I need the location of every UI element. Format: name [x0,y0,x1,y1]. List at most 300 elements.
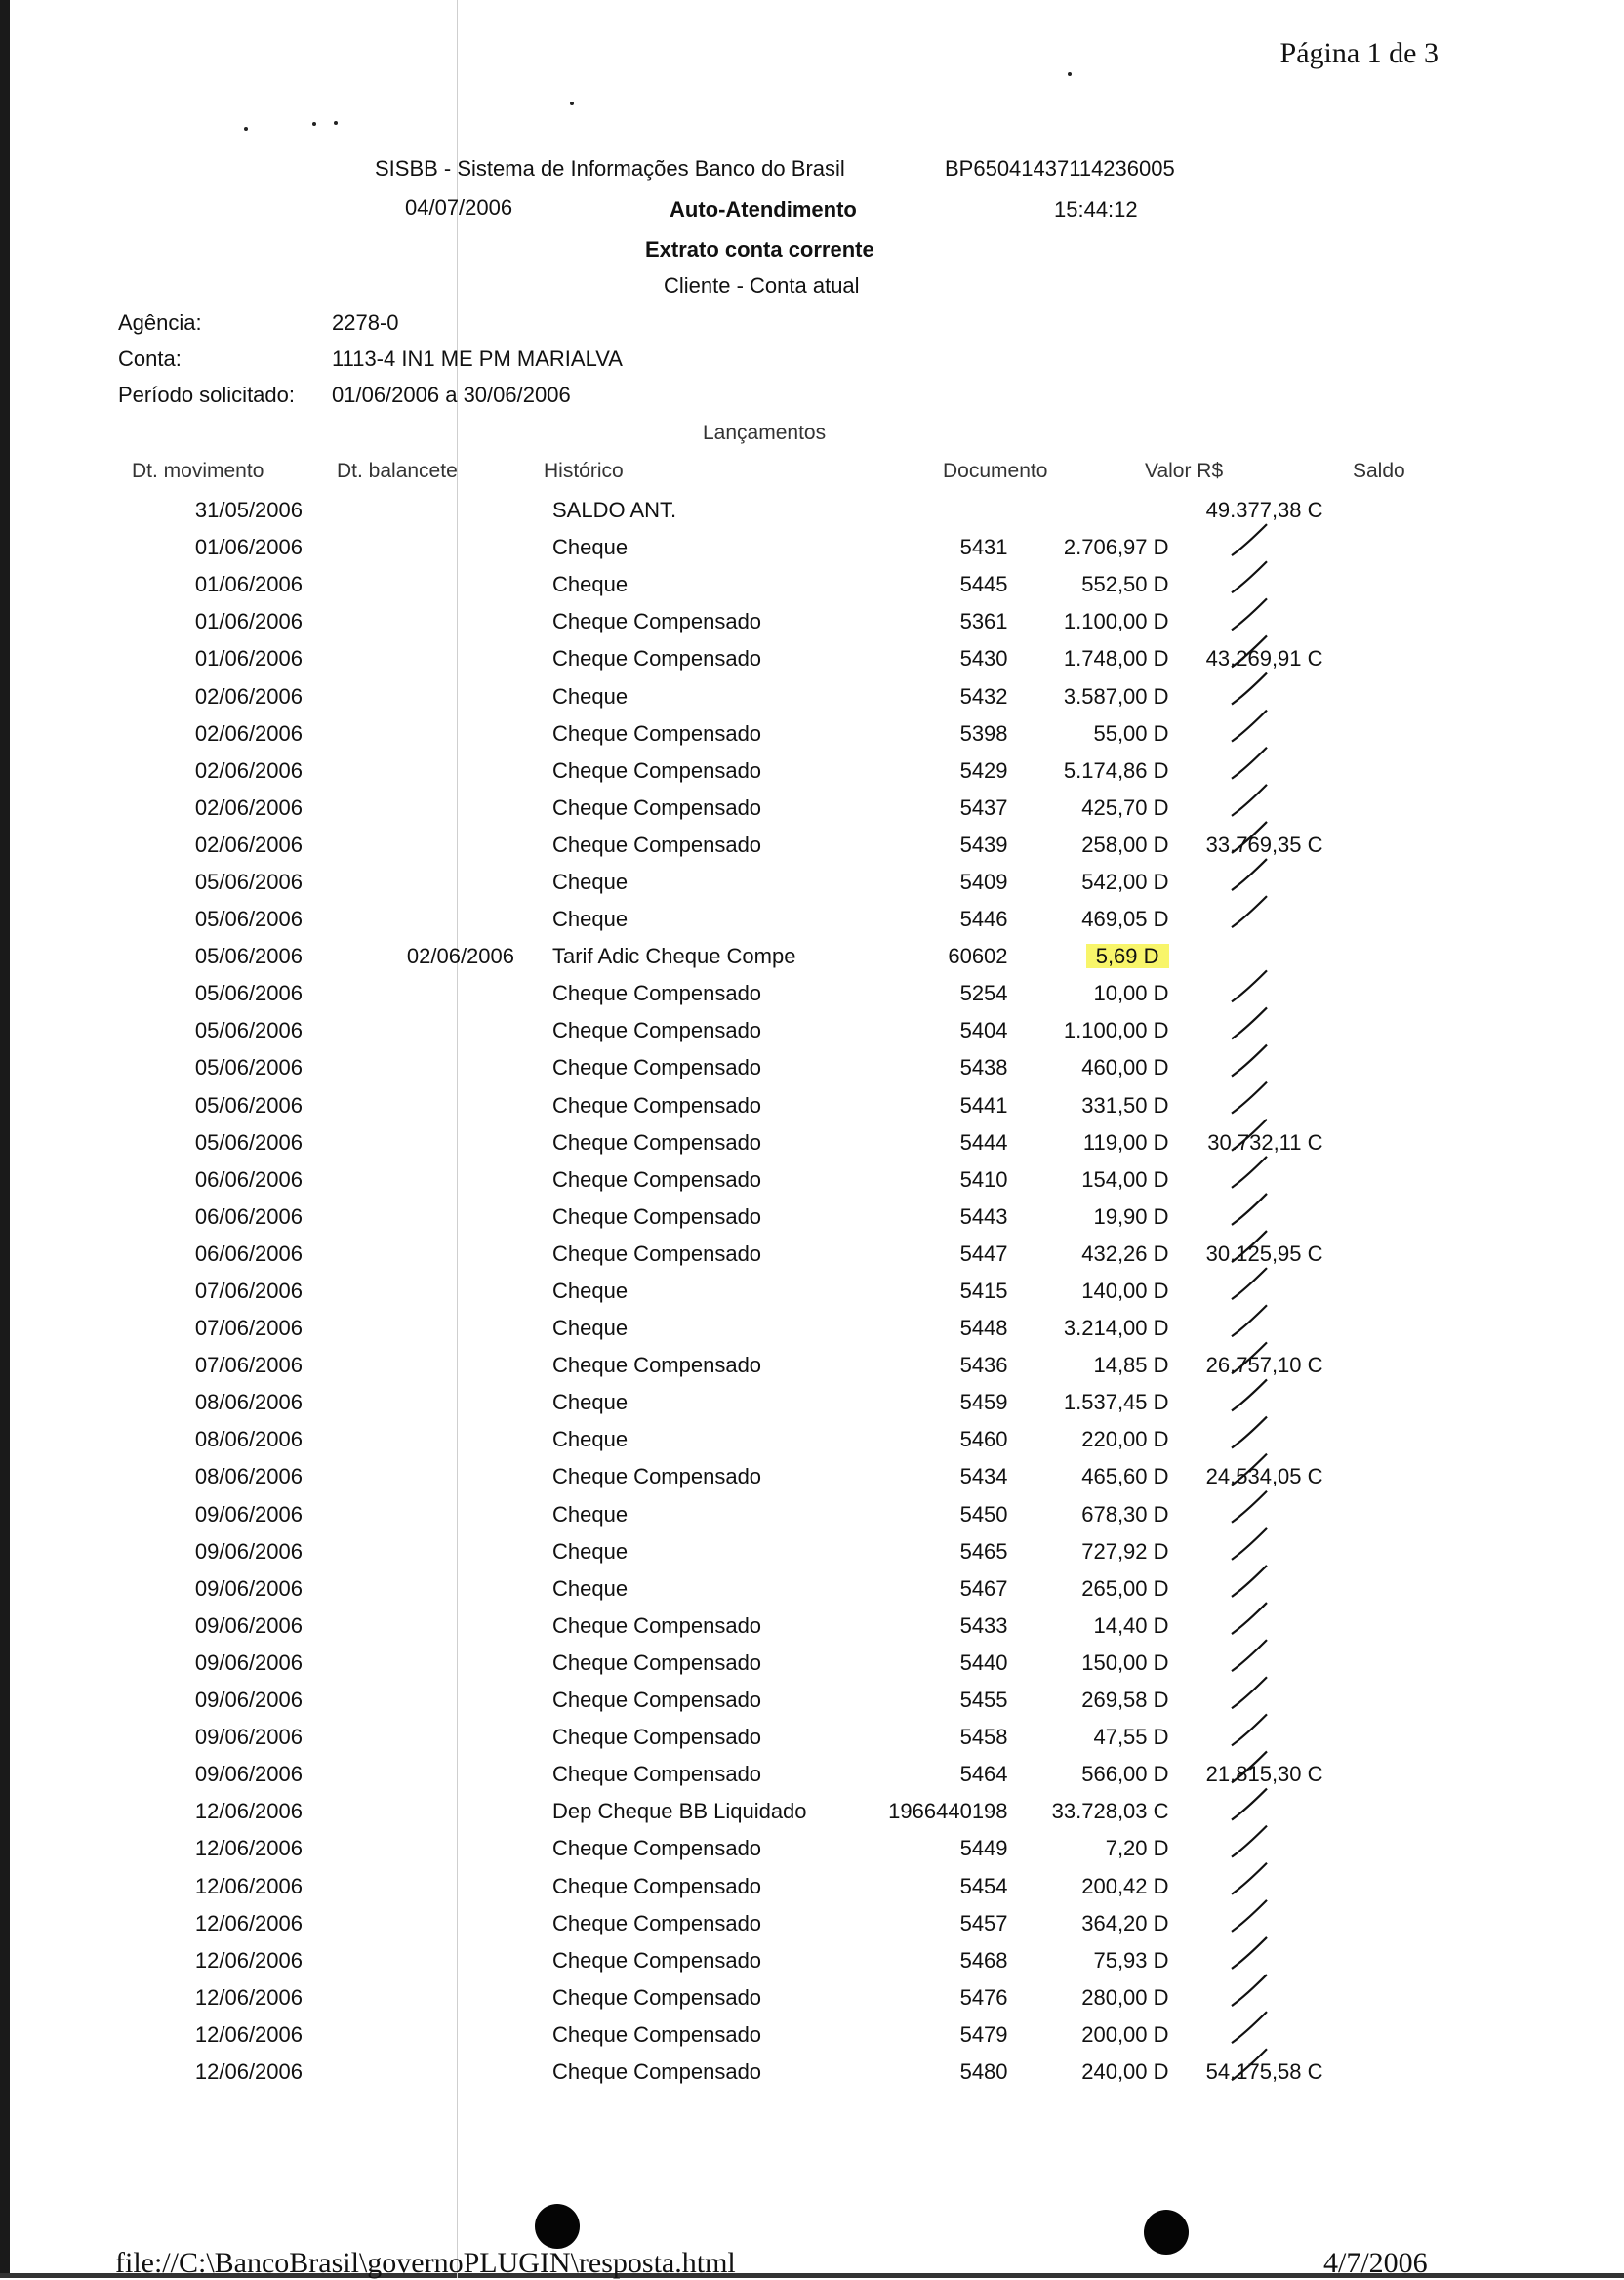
footer-date: 4/7/2006 [1323,2247,1428,2279]
row-historico: Cheque [552,907,629,932]
row-dt-balancete [303,1905,514,1942]
page-number: Página 1 de 3 [1279,37,1439,69]
row-valor: 566,00 D [1081,1762,1169,1787]
row-valor: 3.587,00 D [1063,683,1169,709]
table-row [107,901,1323,938]
row-valor: 5.174,86 D [1063,757,1169,783]
row-saldo [1169,1310,1323,1347]
row-documento: 5439 [959,832,1008,857]
row-documento: 5445 [959,572,1008,597]
row-saldo [1169,1942,1323,1979]
row-documento: 5449 [959,1836,1008,1861]
row-dt-balancete [303,1793,514,1830]
table-row [107,1645,1323,1682]
row-saldo [1169,715,1323,753]
table-row [107,1608,1323,1645]
row-dt-movimento: 09/06/2006 [194,1538,303,1564]
row-documento: 5476 [959,1984,1008,2010]
row-documento: 5409 [959,869,1008,894]
row-saldo [1169,1867,1323,1904]
row-dt-balancete [303,640,514,677]
periodo-value: 01/06/2006 a 30/06/2006 [332,383,571,407]
row-valor: 2.706,97 D [1063,535,1169,560]
row-dt-balancete [303,1236,514,1273]
row-documento: 5431 [959,535,1008,560]
row-dt-balancete [303,1645,514,1682]
table-row [107,1236,1323,1273]
table-row [107,529,1323,566]
row-dt-movimento: 12/06/2006 [194,1910,303,1935]
row-saldo [1169,603,1323,640]
transactions-table [107,492,1323,2091]
row-dt-balancete [303,1496,514,1533]
table-row [107,1979,1323,2016]
system-name: SISBB - Sistema de Informações Banco do Brasil [375,156,845,181]
row-valor: 220,00 D [1081,1427,1169,1452]
row-dt-balancete [303,1384,514,1421]
row-valor: 55,00 D [1093,720,1169,746]
row-dt-movimento: 05/06/2006 [194,944,303,969]
row-dt-balancete [303,715,514,753]
row-dt-balancete [303,1942,514,1979]
row-dt-balancete [303,1421,514,1458]
row-historico: Cheque Compensado [552,757,762,783]
row-dt-balancete [303,1458,514,1495]
table-row [107,1793,1323,1830]
row-valor: 469,05 D [1081,907,1169,932]
row-dt-balancete [303,827,514,864]
row-historico: Cheque Compensado [552,2021,762,2047]
row-saldo [1169,566,1323,603]
conta-label: Conta: [118,346,182,371]
row-historico: Cheque Compensado [552,1984,762,2010]
row-documento: 5437 [959,794,1008,820]
table-row [107,1012,1323,1049]
row-dt-movimento: 02/06/2006 [194,794,303,820]
row-valor: 19,90 D [1093,1203,1169,1229]
row-documento: 5436 [959,1353,1008,1378]
table-row [107,1421,1323,1458]
col-header-valor: Valor R$ [1145,460,1224,482]
row-documento: 60602 [948,944,1008,969]
table-row [107,1087,1323,1124]
row-dt-balancete [303,1867,514,1904]
table-row [107,1570,1323,1608]
row-saldo [1169,1012,1323,1049]
row-documento: 5455 [959,1688,1008,1713]
row-dt-movimento: 07/06/2006 [194,1316,303,1341]
highlighted-value: 5,69 D [1086,944,1169,968]
row-saldo [1169,529,1323,566]
row-saldo [1169,1199,1323,1236]
row-dt-movimento: 05/06/2006 [194,1129,303,1155]
row-dt-movimento: 12/06/2006 [194,1836,303,1861]
row-historico: Cheque Compensado [552,1688,762,1713]
row-valor: 265,00 D [1081,1575,1169,1601]
row-historico: Cheque Compensado [552,1612,762,1638]
table-row [107,1049,1323,1086]
row-dt-balancete [303,1830,514,1867]
table-row [107,566,1323,603]
row-dt-movimento: 09/06/2006 [194,1649,303,1675]
report-code: BP65041437114236005 [945,156,1175,181]
row-historico: Cheque Compensado [552,1055,762,1080]
col-header-saldo: Saldo [1353,460,1405,482]
row-dt-balancete [303,566,514,603]
row-dt-balancete [303,1161,514,1199]
col-header-historico: Histórico [544,460,624,482]
row-historico: Cheque Compensado [552,720,762,746]
row-dt-movimento: 05/06/2006 [194,907,303,932]
row-dt-balancete [303,1199,514,1236]
service-mode: Auto-Atendimento [670,197,857,222]
table-row [107,1199,1323,1236]
row-saldo [1169,1273,1323,1310]
row-dt-movimento: 09/06/2006 [194,1762,303,1787]
row-dt-movimento: 06/06/2006 [194,1203,303,1229]
row-saldo [1169,1645,1323,1682]
row-historico: Cheque [552,535,629,560]
row-saldo [1169,790,1323,827]
row-dt-movimento: 09/06/2006 [194,1501,303,1527]
row-dt-movimento: 12/06/2006 [194,1799,303,1824]
row-dt-movimento: 05/06/2006 [194,1018,303,1043]
row-valor: 280,00 D [1081,1984,1169,2010]
row-dt-movimento: 02/06/2006 [194,683,303,709]
row-historico: Tarif Adic Cheque Compe [552,944,796,969]
row-documento: 5434 [959,1464,1008,1489]
row-saldo [1169,1979,1323,2016]
row-dt-balancete [303,2054,514,2091]
row-documento: 5480 [959,2058,1008,2084]
row-dt-balancete [303,864,514,901]
row-dt-movimento: 05/06/2006 [194,1055,303,1080]
row-dt-balancete [303,1087,514,1124]
row-historico: Cheque Compensado [552,2058,762,2084]
row-saldo [1169,975,1323,1012]
row-historico: Dep Cheque BB Liquidado [552,1799,807,1824]
scan-left-edge [0,0,10,2278]
row-saldo: 33.769,35 C [1205,832,1323,857]
row-documento: 5446 [959,907,1008,932]
footer-file-path: file://C:\BancoBrasil\governoPLUGIN\resposta.html [115,2247,736,2279]
row-saldo [1169,1533,1323,1570]
table-row [107,2054,1323,2091]
row-saldo [1169,1608,1323,1645]
scan-speck [334,121,338,125]
row-documento: 5454 [959,1873,1008,1898]
row-valor: 1.748,00 D [1063,646,1169,672]
table-row [107,1496,1323,1533]
row-dt-movimento: 08/06/2006 [194,1427,303,1452]
row-documento: 5438 [959,1055,1008,1080]
row-valor: 200,00 D [1081,2021,1169,2047]
row-documento: 5479 [959,2021,1008,2047]
row-saldo [1169,1905,1323,1942]
row-saldo [1169,1496,1323,1533]
table-row [107,1719,1323,1756]
row-documento: 5433 [959,1612,1008,1638]
row-historico: Cheque Compensado [552,1836,762,1861]
row-valor: 465,60 D [1081,1464,1169,1489]
row-valor: 154,00 D [1081,1166,1169,1192]
row-documento: 5464 [959,1762,1008,1787]
row-documento: 5429 [959,757,1008,783]
row-dt-balancete: 02/06/2006 [406,944,514,969]
agencia-value: 2278-0 [332,310,399,335]
row-historico: Cheque [552,1575,629,1601]
row-dt-balancete [303,1719,514,1756]
row-dt-movimento: 08/06/2006 [194,1464,303,1489]
table-row [107,864,1323,901]
row-valor: 269,58 D [1081,1688,1169,1713]
row-historico: Cheque Compensado [552,1203,762,1229]
scan-speck [570,102,574,105]
row-saldo [1169,1682,1323,1719]
table-row [107,938,1323,975]
row-valor: 7,20 D [1105,1836,1169,1861]
row-valor [1008,938,1169,975]
row-dt-balancete [303,1049,514,1086]
row-documento: 5468 [959,1947,1008,1973]
row-dt-movimento: 31/05/2006 [194,498,303,523]
row-historico: Cheque [552,1427,629,1452]
row-documento: 5441 [959,1092,1008,1118]
row-saldo: 24.534,05 C [1205,1464,1323,1489]
table-row [107,1756,1323,1793]
table-row [107,1942,1323,1979]
row-documento: 5458 [959,1725,1008,1750]
row-saldo [1169,1161,1323,1199]
row-saldo: 21.815,30 C [1205,1762,1323,1787]
row-saldo: 26.757,10 C [1205,1353,1323,1378]
row-valor: 47,55 D [1093,1725,1169,1750]
table-row [107,1161,1323,1199]
row-dt-balancete [303,529,514,566]
row-saldo [1169,1384,1323,1421]
row-historico: Cheque Compensado [552,1873,762,1898]
scan-speck [1068,72,1072,76]
col-header-dt-movimento: Dt. movimento [132,460,264,482]
row-documento: 5460 [959,1427,1008,1452]
row-dt-balancete [303,1608,514,1645]
row-historico: Cheque Compensado [552,609,762,634]
row-dt-balancete [303,1012,514,1049]
row-dt-balancete [303,1310,514,1347]
scan-speck [312,122,316,126]
row-historico: Cheque [552,683,629,709]
report-title: Extrato conta corrente [645,237,874,262]
row-dt-balancete [303,492,514,529]
table-row [107,753,1323,790]
row-documento: 5465 [959,1538,1008,1564]
conta-value: 1113-4 IN1 ME PM MARIALVA [332,346,623,371]
row-documento: 5361 [959,609,1008,634]
report-date: 04/07/2006 [405,195,513,220]
row-saldo [1169,1049,1323,1086]
table-row [107,1384,1323,1421]
row-dt-movimento: 12/06/2006 [194,2058,303,2084]
table-row [107,603,1323,640]
row-valor: 432,26 D [1081,1241,1169,1266]
row-historico: Cheque [552,1316,629,1341]
row-dt-balancete [303,603,514,640]
row-dt-balancete [303,790,514,827]
row-dt-movimento: 12/06/2006 [194,1984,303,2010]
row-documento: 5447 [959,1241,1008,1266]
row-valor: 678,30 D [1081,1501,1169,1527]
row-saldo [1169,938,1323,975]
row-dt-movimento: 09/06/2006 [194,1575,303,1601]
row-valor: 10,00 D [1093,981,1169,1006]
table-row [107,827,1323,864]
row-valor: 552,50 D [1081,572,1169,597]
row-valor: 150,00 D [1081,1649,1169,1675]
row-saldo: 30.732,11 C [1207,1129,1323,1155]
table-row [107,1458,1323,1495]
row-dt-movimento: 05/06/2006 [194,981,303,1006]
report-time: 15:44:12 [1054,197,1138,222]
table-row [107,1867,1323,1904]
table-row [107,2016,1323,2054]
row-valor [1008,492,1169,529]
row-valor: 1.100,00 D [1063,1018,1169,1043]
table-row [107,677,1323,714]
table-row [107,1124,1323,1161]
row-historico: Cheque Compensado [552,1129,762,1155]
row-dt-movimento: 06/06/2006 [194,1241,303,1266]
row-documento: 5443 [959,1203,1008,1229]
table-row [107,1347,1323,1384]
row-documento: 5404 [959,1018,1008,1043]
row-valor: 727,92 D [1081,1538,1169,1564]
row-historico: Cheque Compensado [552,1353,762,1378]
row-historico: Cheque Compensado [552,1092,762,1118]
row-dt-balancete [303,1124,514,1161]
row-valor: 14,85 D [1093,1353,1169,1378]
row-documento: 5448 [959,1316,1008,1341]
row-valor: 460,00 D [1081,1055,1169,1080]
row-saldo: 54.175,58 C [1205,2058,1323,2084]
row-dt-movimento: 07/06/2006 [194,1279,303,1304]
row-historico: Cheque [552,1390,629,1415]
row-saldo [1169,2016,1323,2054]
row-dt-movimento: 02/06/2006 [194,832,303,857]
row-historico: Cheque [552,1501,629,1527]
row-dt-balancete [303,753,514,790]
table-row [107,975,1323,1012]
row-valor: 14,40 D [1093,1612,1169,1638]
row-valor: 119,00 D [1082,1129,1169,1155]
section-title: Lançamentos [703,422,827,444]
row-historico: Cheque Compensado [552,981,762,1006]
col-header-documento: Documento [943,460,1048,482]
row-saldo [1169,1793,1323,1830]
row-valor: 3.214,00 D [1063,1316,1169,1341]
row-historico: Cheque [552,869,629,894]
row-documento: 5254 [959,981,1008,1006]
row-valor: 200,42 D [1081,1873,1169,1898]
row-documento: 5398 [959,720,1008,746]
row-saldo: 49.377,38 C [1205,498,1323,523]
row-documento: 5430 [959,646,1008,672]
row-saldo [1169,753,1323,790]
table-row [107,1830,1323,1867]
table-row [107,790,1323,827]
punch-hole [535,2204,580,2249]
row-dt-movimento: 12/06/2006 [194,2021,303,2047]
row-historico: Cheque Compensado [552,1910,762,1935]
table-row [107,1533,1323,1570]
row-dt-balancete [303,677,514,714]
row-historico: Cheque [552,1279,629,1304]
table-row [107,1905,1323,1942]
row-dt-movimento: 02/06/2006 [194,720,303,746]
row-saldo [1169,1719,1323,1756]
row-historico: Cheque Compensado [552,1762,762,1787]
row-valor: 331,50 D [1081,1092,1169,1118]
row-documento: 5444 [959,1129,1008,1155]
row-dt-movimento: 08/06/2006 [194,1390,303,1415]
row-dt-movimento: 01/06/2006 [194,646,303,672]
row-documento: 5467 [959,1575,1008,1601]
row-dt-movimento: 01/06/2006 [194,609,303,634]
table-row [107,1273,1323,1310]
row-valor: 364,20 D [1081,1910,1169,1935]
row-dt-movimento: 05/06/2006 [194,1092,303,1118]
row-historico: Cheque Compensado [552,1241,762,1266]
row-documento: 5410 [959,1166,1008,1192]
row-historico: Cheque Compensado [552,1166,762,1192]
row-valor: 1.537,45 D [1063,1390,1169,1415]
table-row [107,1310,1323,1347]
row-dt-movimento: 12/06/2006 [194,1947,303,1973]
row-dt-movimento: 12/06/2006 [194,1873,303,1898]
row-saldo [1169,864,1323,901]
row-dt-balancete [303,975,514,1012]
row-saldo: 30.125,95 C [1205,1241,1323,1266]
row-valor: 33.728,03 C [1051,1799,1169,1824]
table-row [107,640,1323,677]
row-historico: Cheque Compensado [552,832,762,857]
row-documento [807,492,1008,529]
row-historico: Cheque Compensado [552,1464,762,1489]
row-dt-movimento: 05/06/2006 [194,869,303,894]
row-dt-movimento: 06/06/2006 [194,1166,303,1192]
row-saldo: 43.269,91 C [1205,646,1323,672]
row-saldo [1169,1570,1323,1608]
row-historico: Cheque [552,1538,629,1564]
row-dt-balancete [303,901,514,938]
row-historico: SALDO ANT. [552,498,677,523]
row-valor: 140,00 D [1081,1279,1169,1304]
punch-hole [1144,2210,1189,2255]
row-valor: 258,00 D [1081,832,1169,857]
report-subtitle: Cliente - Conta atual [664,273,860,298]
row-documento: 5457 [959,1910,1008,1935]
row-dt-movimento: 09/06/2006 [194,1612,303,1638]
row-historico: Cheque [552,572,629,597]
row-saldo [1169,1830,1323,1867]
row-saldo [1169,901,1323,938]
row-dt-balancete [303,1682,514,1719]
row-dt-movimento: 01/06/2006 [194,572,303,597]
row-dt-balancete [303,1533,514,1570]
row-valor: 1.100,00 D [1063,609,1169,634]
row-historico: Cheque Compensado [552,1018,762,1043]
row-documento: 5415 [959,1279,1008,1304]
row-dt-movimento: 02/06/2006 [194,757,303,783]
